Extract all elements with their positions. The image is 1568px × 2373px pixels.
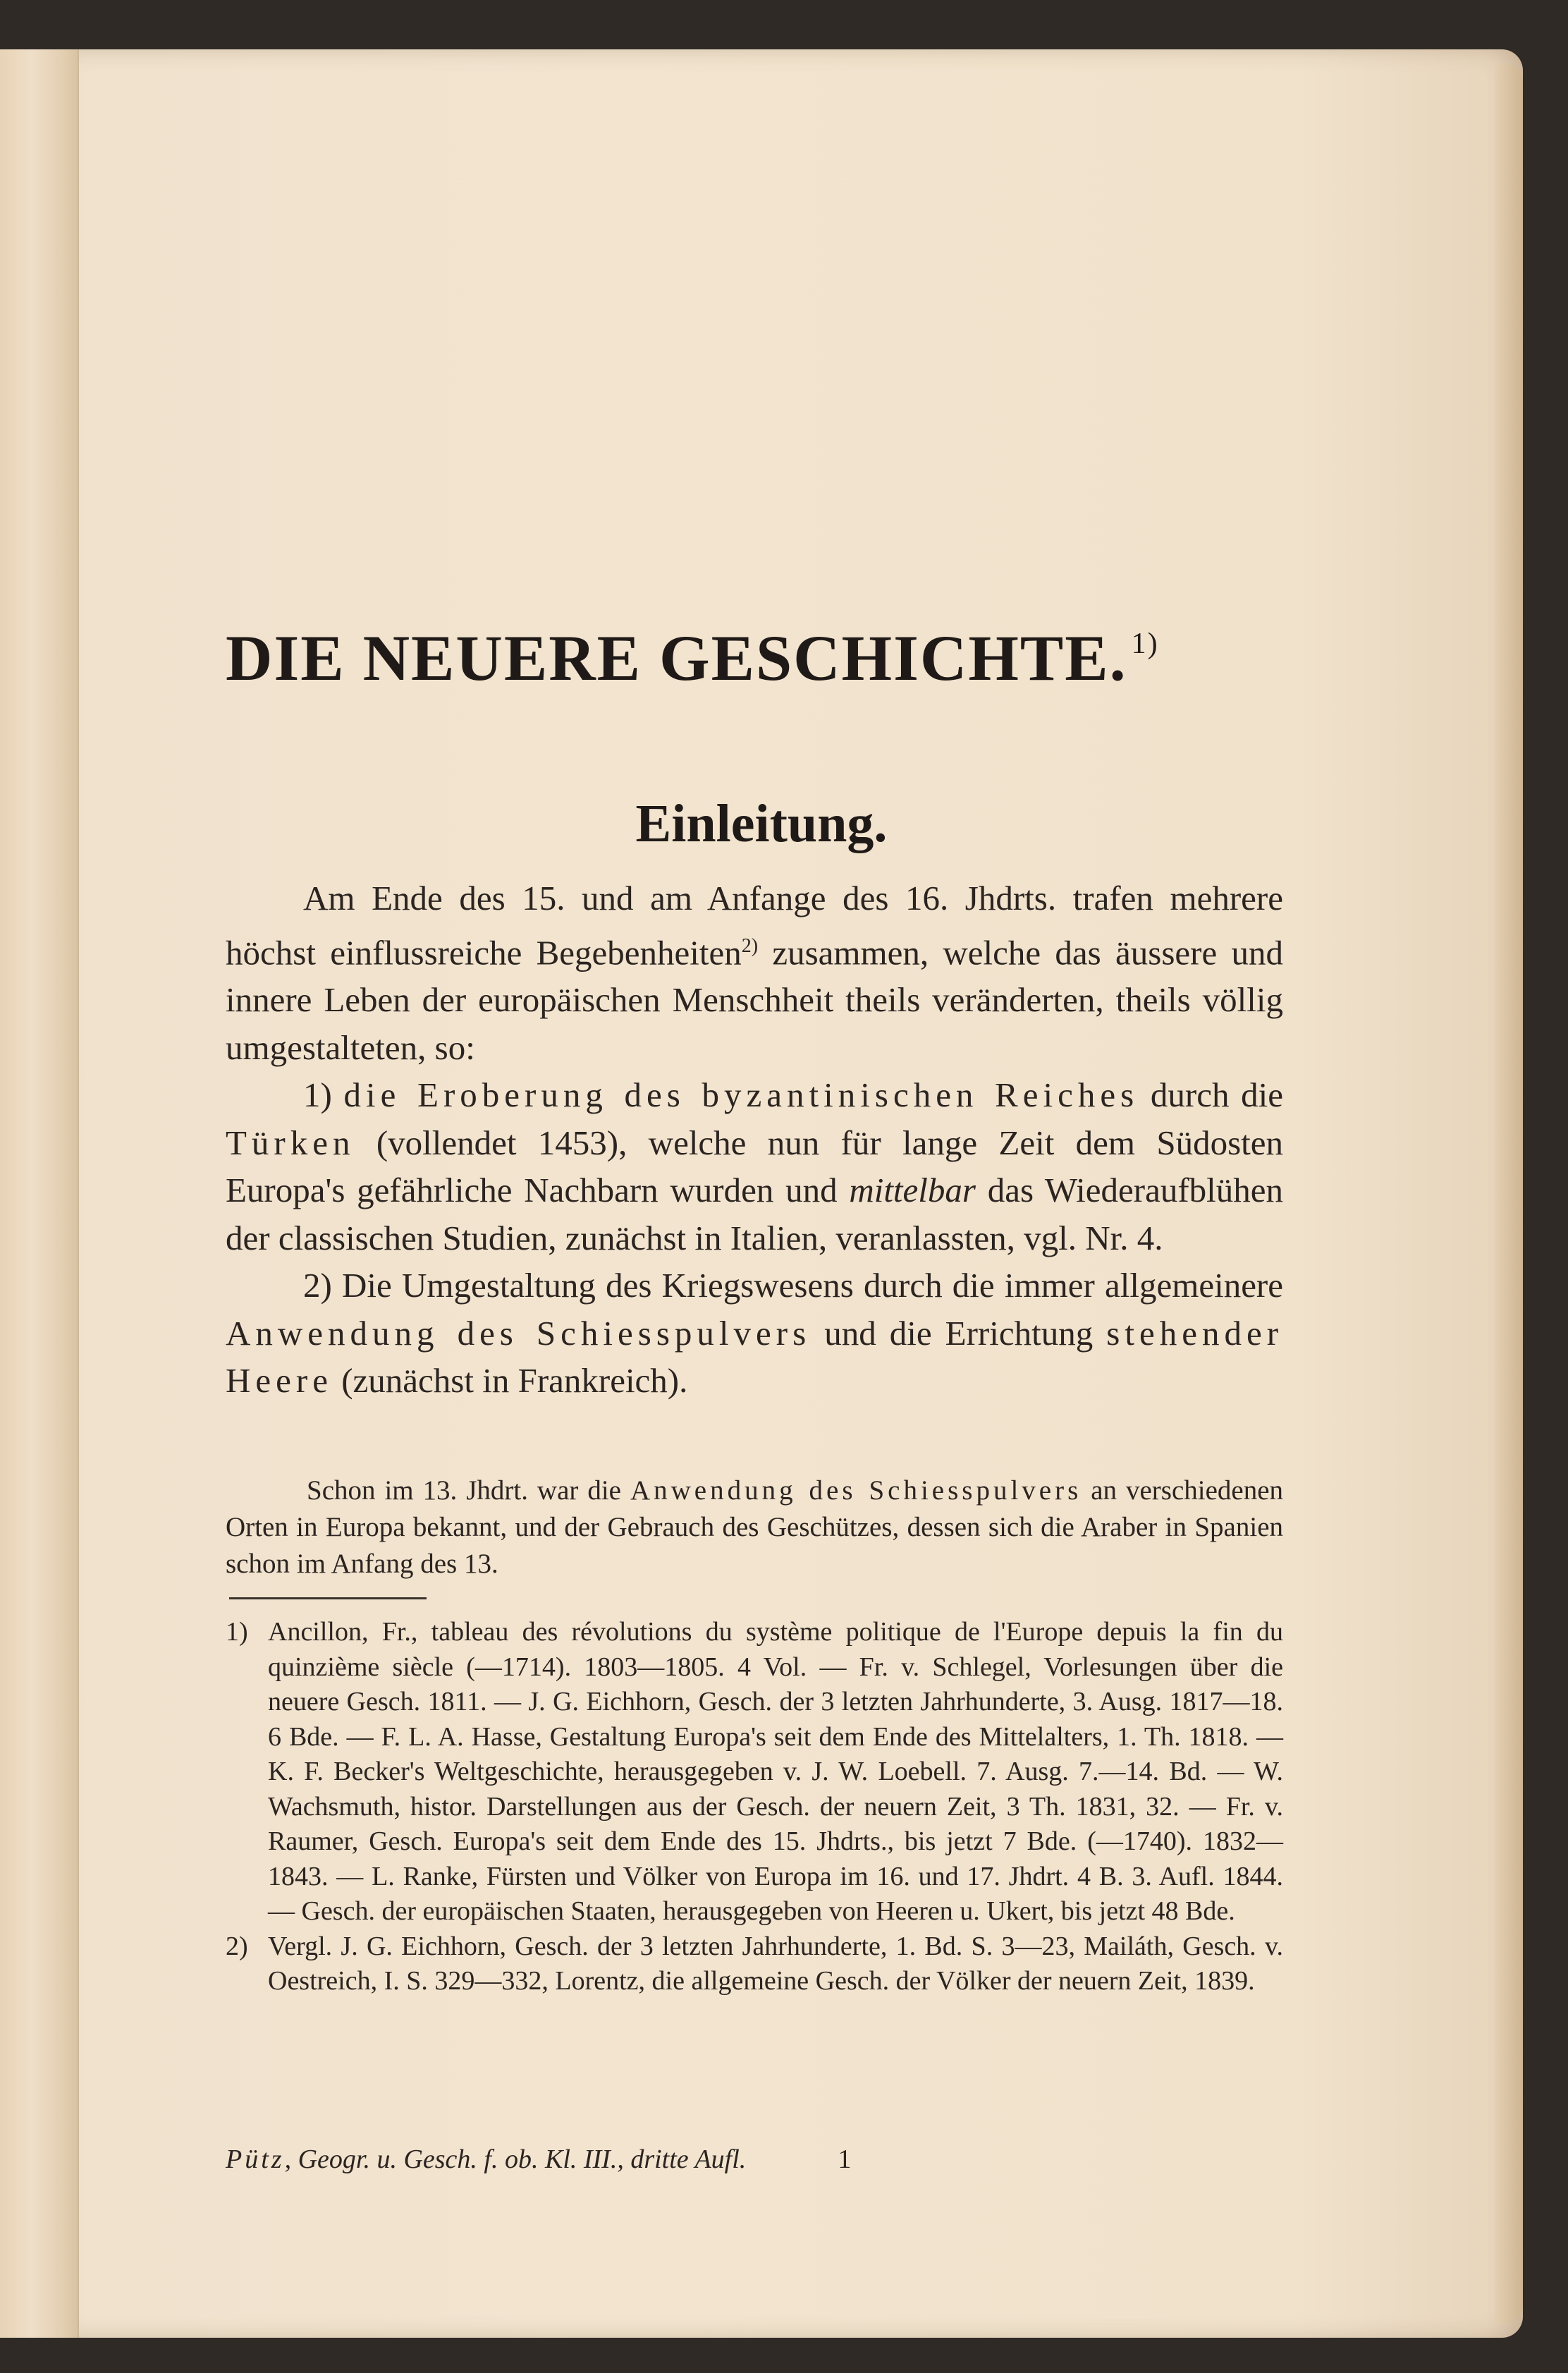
footer-work: , Geogr. u. Gesch. f. ob. Kl. III., dritte Aufl. bbox=[284, 2145, 747, 2174]
page-footer bbox=[226, 2144, 1283, 2175]
item-1-paragraph: 1) die Eroberung des byzantinischen Reiches durch die Türken (vollendet 1453), welche nun für lange Zeit dem Südosten Europa's gefährliche Nachbarn wurden und mittelbar das Wiederaufblühen der classischen Studien, zunächst in Italien, veranlassten, vgl. Nr. 4. bbox=[226, 1075, 1284, 1257]
small-print-paragraph: Schon im 13. Jhdrt. war die Anwendung des Schiesspulvers an verschiedenen Orten in Europa bekannt, und der Gebrauch des Geschützes, dessen sich die Araber in Spanien schon im Anfang des 13. bbox=[226, 1475, 1284, 1579]
intro-paragraph: Am Ende des 15. und am Anfange des 16. Jhdrts. trafen mehrere höchst einflussreiche Begebenheiten$^{2)}$ zusammen, welche das äussere und innere Leben der europäischen Menschheit theils veränderten, theils völlig umgestalteten, so: bbox=[226, 879, 1283, 1067]
main-text bbox=[226, 874, 1283, 1405]
footer-author: Pütz bbox=[226, 2145, 285, 2174]
page-title bbox=[226, 621, 1283, 695]
item-2-paragraph: 2) Die Umgestaltung des Kriegswesens durch die immer allgemeinere Anwendung des Schiesspulvers und die Errichtung stehender Heere (zunächst in Frankreich). bbox=[226, 1266, 1284, 1401]
intro-footnote-marker: 2) bbox=[741, 934, 759, 957]
page-number: 1 bbox=[838, 2145, 852, 2174]
footnote-2: 2) Vergl. J. G. Eichhorn, Gesch. der 3 letzten Jahrhunderte, 1. Bd. S. 3—23, Mailáth, Gesch. v. Oestreich, I. S. 329—332, Lorentz, die allgemeine Gesch. der Völker der neuern Zeit, 1839. bbox=[226, 1931, 1283, 1996]
title-text: DIE NEUERE GESCHICHTE. bbox=[226, 622, 1127, 694]
page-edge bbox=[1495, 63, 1523, 2324]
footnotes bbox=[226, 1615, 1283, 1999]
title-footnote-marker: 1) bbox=[1131, 628, 1159, 660]
book-gutter bbox=[0, 49, 79, 2338]
section-heading: Einleitung. bbox=[635, 794, 888, 853]
footnote-divider bbox=[229, 1597, 427, 1599]
footnote-1: 1) Ancillon, Fr., tableau des révolutions du système politique de l'Europe depuis la fin du quinzième siècle (—1714). 1803—1805. 4 Vol. — Fr. v. Schlegel, Vorlesungen über die neuere Gesch. 1811. — J. G. Eichhorn, Gesch. der 3 letzten Jahrhunderte, 3. Ausg. 1817—18. 6 Bde. — F. L. A. Hasse, Gestaltung Europa's seit dem Ende des Mittelalters, 1. Th. 1818. — K. F. Becker's Weltgeschichte, herausgegeben v. J. W. Loebell. 7. Ausg. 7.—14. Bd. — W. Wachsmuth, histor. Darstellungen aus der Gesch. der neuern Zeit, 3 Th. 1831, 32. — Fr. v. Raumer, Gesch. Europa's seit dem Ende des 15. Jhdrts., bis jetzt 7 Bde. (—1740). 1832—1843. — L. Ranke, Fürsten und Völker von Europa im 16. und 17. Jhdrt. 4 B. 3. Aufl. 1844. — Gesch. der europäischen Staaten, herausgegeben von Heeren u. Ukert, bis jetzt 48 Bde. bbox=[226, 1617, 1283, 1926]
